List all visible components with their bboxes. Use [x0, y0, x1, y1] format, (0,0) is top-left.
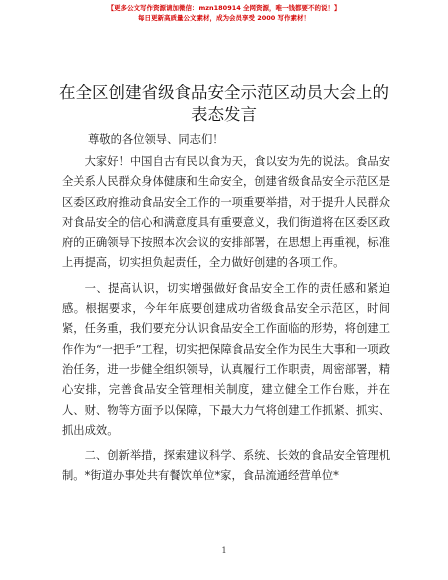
- paragraph-section-1: 一、提高认识，切实增强做好食品安全工作的责任感和紧迫感。根据要求，今年年底要创建成功省级食品安全示范区，时间紧，任务重，我们要充分认识食品安全工作面临的形势，将创建工作作为“一把手”工程，切实把保障食品安全作为民生大事和一项政治任务，进一步健全组织领导，认真履行工作职责，周密部署，精心安排，完善食品安全管理相关制度，建立健全工作台账，并在人、财、物等方面予以保障，下最大力气将创建工作抓紧、抓实、抓出成效。: [62, 281, 390, 437]
- document-body: [62, 152, 390, 492]
- banner-member-line: 每日更新高质量公文素材，成为会员享受 2000 写作素材！: [137, 14, 311, 22]
- page-number: 1: [221, 546, 227, 555]
- salutation: 尊敬的各位领导、同志们！: [88, 133, 224, 146]
- title-line-2: 表态发言: [191, 105, 257, 124]
- banner-promo-line: 【更多公文写作资源请加微信：mzn180914 全网资源，唯一钱都要不的说！】: [107, 4, 341, 12]
- document-title: [40, 82, 408, 126]
- paragraph-section-2: 二、创新举措，探索建议科学、系统、长效的食品安全管理机制。*街道办事处共有餐饮单位*家，食品流通经营单位*: [62, 449, 390, 483]
- title-line-1: 在全区创建省级食品安全示范区动员大会上的: [59, 83, 389, 102]
- header-banner: [0, 4, 448, 23]
- paragraph-opening: 大家好！中国自古有民以食为天，食以安为先的说法。食品安全关系人民群众身体健康和生命安全，创建省级食品安全示范区是区委区政府推动食品安全工作的一项重要举措，对于提升人民群众对食品安全的信心和满意度具有重要意义，我们街道将在区委区政府的正确领导下按照本次会议的安排部署，在思想上再重视，标准上再提高，切实担负起责任，全力做好创建的各项工作。: [62, 155, 390, 270]
